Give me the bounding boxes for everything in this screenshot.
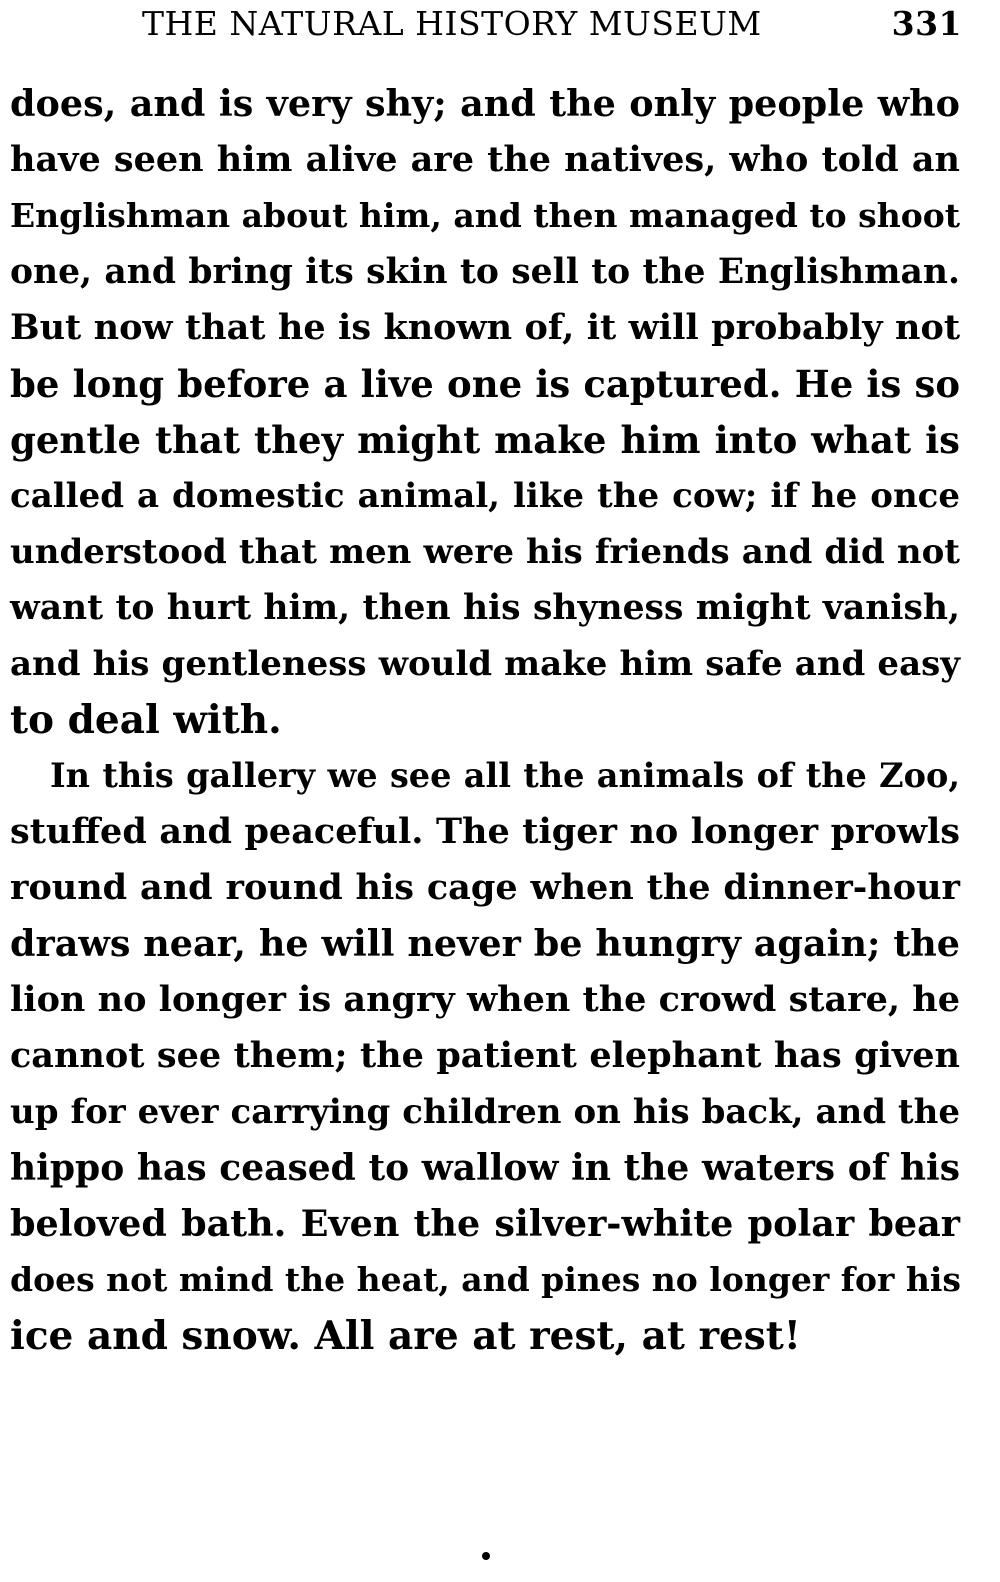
- text-line: does, and is very shy; and the only people who: [10, 82, 960, 125]
- text-line: Englishman about him, and then managed to shoot: [10, 196, 960, 235]
- text-line: up for ever carrying children on his back, and the: [10, 1092, 960, 1132]
- text-line: lion no longer is angry when the crowd stare, he: [10, 979, 960, 1020]
- text-line: one, and bring its skin to sell to the Englishman.: [10, 252, 960, 292]
- text-line: called a domestic animal, like the cow; if he once: [10, 476, 960, 516]
- running-title: THE NATURAL HISTORY MUSEUM: [142, 4, 762, 43]
- text-line: ice and snow. All are at rest, at rest!: [10, 1313, 801, 1359]
- scan-speck: [482, 1552, 490, 1560]
- text-line: and his gentleness would make him safe and easy: [10, 644, 960, 684]
- text-line: hippo has ceased to wallow in the waters of his: [10, 1147, 960, 1189]
- text-line: beloved bath. Even the silver-white polar bear: [10, 1202, 960, 1245]
- running-head: [10, 2, 962, 46]
- text-line: draws near, he will never be hungry again; the: [10, 922, 960, 965]
- text-line: to deal with.: [10, 697, 282, 743]
- text-line: stuffed and peaceful. The tiger no longer prowls: [10, 811, 960, 852]
- text-line: round and round his cage when the dinner-hour: [10, 867, 960, 908]
- text-line: want to hurt him, then his shyness might vanish,: [10, 588, 960, 628]
- text-line: cannot see them; the patient elephant has given: [10, 1035, 960, 1076]
- text-line: understood that men were his friends and did not: [10, 532, 960, 572]
- text-line: But now that he is known of, it will probably not: [10, 307, 960, 348]
- page-number: 331: [891, 4, 962, 43]
- text-line: have seen him alive are the natives, who told an: [10, 139, 960, 180]
- text-line: gentle that they might make him into what is: [10, 418, 960, 462]
- text-line: be long before a live one is captured. He is so: [10, 362, 960, 406]
- text-line: does not mind the heat, and pines no longer for his: [10, 1260, 961, 1299]
- text-line: In this gallery we see all the animals of the Zoo,: [50, 756, 960, 795]
